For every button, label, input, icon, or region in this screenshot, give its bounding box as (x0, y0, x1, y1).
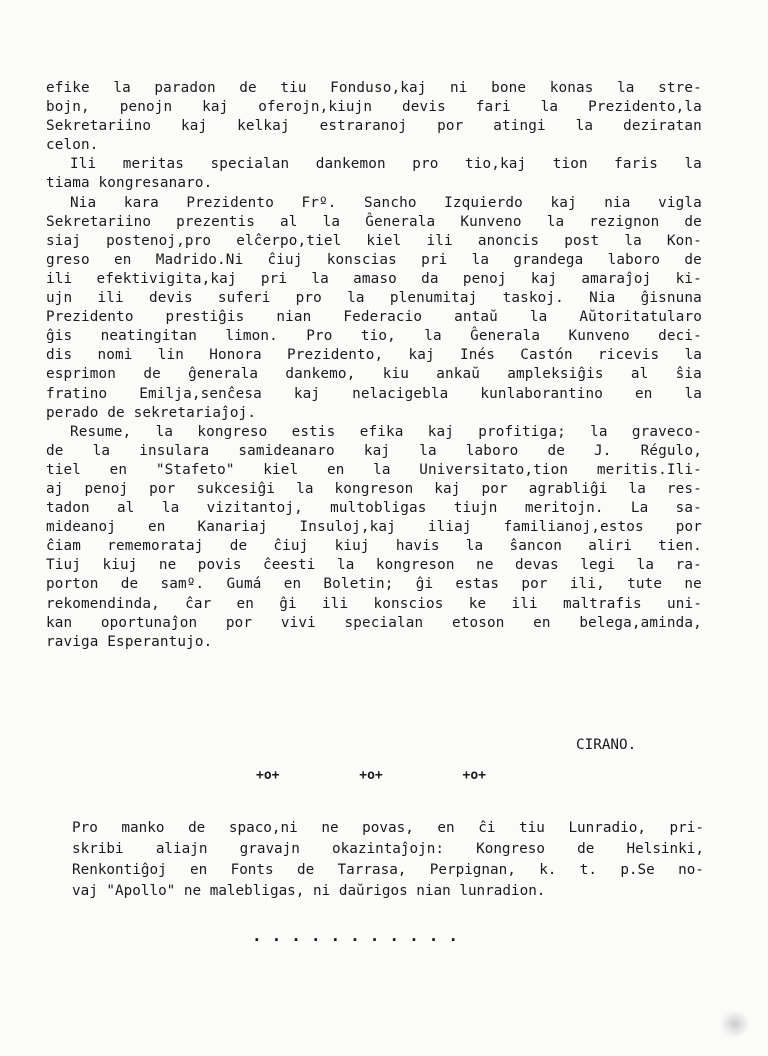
article-line: porton de samº. Gumá en Boletin; ĝi estas por ili, tute ne (46, 576, 702, 593)
notice-line: Renkontiĝoj en Fonts de Tarrasa, Perpignan, k. t. p.Se no- (72, 862, 704, 878)
notice-line: vaj "Apollo" ne malebligas, ni daŭrigos nian lunradion. (72, 883, 546, 899)
article-line: tadon al la vizitantoj, multobligas tiujn meritojn. La sa- (46, 500, 702, 517)
end-dots: ........... (252, 926, 468, 945)
article-line: Sekretariino prezentis al la Ĝenerala Kunveno la rezignon de (46, 213, 702, 230)
article-line: efike la paradon de tiu Fonduso,kaj ni bone konas la stre- (46, 80, 702, 96)
article-line: esprimon de ĝenerala dankemo, kiu ankaŭ ampleksiĝis al ŝia (46, 366, 702, 383)
separator-ornament: +o+ (256, 768, 280, 783)
article-line: de la insulara samideanaro kaj la laboro de J. Régulo, (46, 442, 702, 459)
section-separator (256, 768, 486, 783)
article-line: ĉiam rememorataj de ĉiuj kiuj havis la ŝancon aliri tien. (46, 538, 702, 555)
article-line: kan oportunaĵon por vivi specialan etoson en belega,aminda, (46, 614, 702, 631)
article-line: greso en Madrido.Ni ĉiuj konscias pri la grandega laboro de (46, 251, 702, 268)
article-line: raviga Esperantujo. (46, 633, 213, 650)
article-line: fratino Emilja,senĉesa kaj nelacigebla kunlaborantino en la (46, 385, 702, 402)
article-line: ĝis neatingitan limon. Pro tio, la Ĝenerala Kunveno deci- (46, 328, 702, 345)
article-line: Tiuj kiuj ne povis ĉeesti la kongreson ne devas legi la ra- (46, 557, 702, 574)
bleed-through-text (600, 18, 750, 88)
article-line: aj penoj por sukcesiĝi la kongreson kaj por agrabliĝi la res- (46, 480, 702, 497)
article-line: tiama kongresanaro. (46, 175, 213, 192)
article-line: celon. (46, 137, 99, 154)
article-line: perado de sekretariaĵoj. (46, 404, 257, 421)
article-line: Nia kara Prezidento Frº. Sancho Izquierdo kaj nia vigla (70, 194, 702, 211)
notice-line: skribi aliajn gravajn okazintaĵojn: Kongreso de Helsinki, (72, 841, 704, 857)
notice-line: Pro manko de spaco,ni ne povas, en ĉi tiu Lunradio, pri- (72, 820, 704, 836)
page-smudge (720, 1010, 750, 1038)
article-line: Prezidento prestiĝis nian Federacio antaŭ la Aŭtoritatularo (46, 309, 702, 326)
article-line: ili efektivigita,kaj pri la amaso da penoj kaj amaraĵoj ki- (46, 270, 702, 287)
separator-ornament: +o+ (462, 768, 486, 783)
article-line: dis nomi lin Honora Prezidento, kaj Inés Castón ricevis la (46, 347, 702, 364)
article-line: tiel en "Stafeto" kiel en la Universitato,tion meritis.Ili- (46, 461, 702, 478)
article-line: Ili meritas specialan dankemon pro tio,kaj tion faris la (70, 156, 702, 173)
article-line: mideanoj en Kanariaj Insuloj,kaj iliaj familianoj,estos por (46, 519, 702, 536)
article-line: Resume, la kongreso estis efika kaj profitiga; la graveco- (70, 423, 702, 440)
article-line: siaj postenoj,pro elĉerpo,tiel kiel ili anoncis post la Kon- (46, 232, 702, 249)
separator-ornament: +o+ (359, 768, 383, 783)
article-line: rekomendinda, ĉar en ĝi ili konscios ke ili maltrafis uni- (46, 595, 702, 612)
space-notice (72, 818, 704, 902)
article-body (46, 79, 702, 652)
article-line: Sekretariino kaj kelkaj estraranoj por atingi la deziratan (46, 118, 702, 135)
author-signature: CIRANO. (576, 737, 637, 753)
article-line: ujn ili devis suferi pro la plenumitaj taskoj. Nia ĝisnuna (46, 290, 702, 307)
article-line: bojn, penojn kaj oferojn,kiujn devis fari la Prezidento,la (46, 99, 702, 116)
